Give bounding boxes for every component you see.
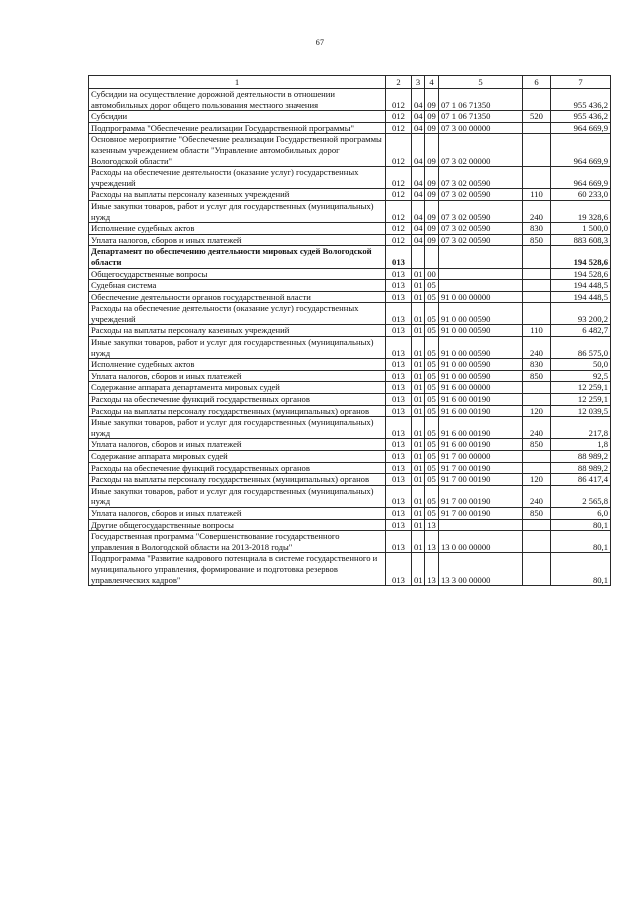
row-expense-type: 240 xyxy=(523,417,551,439)
header-cell-amount: 7 xyxy=(551,76,611,89)
row-amount: 86 575,0 xyxy=(551,337,611,359)
row-section: 04 xyxy=(412,200,425,222)
row-subsection: 09 xyxy=(425,134,439,167)
row-expense-type xyxy=(523,531,551,553)
row-ministry: 012 xyxy=(386,167,412,189)
row-name: Содержание аппарата департамента мировых судей xyxy=(89,382,386,394)
header-cell-name: 1 xyxy=(89,76,386,89)
row-ministry: 013 xyxy=(386,417,412,439)
row-expense-type: 110 xyxy=(523,325,551,337)
row-subsection: 05 xyxy=(425,485,439,507)
row-expense-type: 120 xyxy=(523,474,551,486)
row-subsection: 05 xyxy=(425,405,439,417)
row-target-article: 07 3 02 00590 xyxy=(439,167,523,189)
table-row xyxy=(89,370,611,382)
row-expense-type: 120 xyxy=(523,405,551,417)
row-target-article: 07 3 02 00590 xyxy=(439,234,523,246)
row-expense-type: 830 xyxy=(523,359,551,371)
row-amount: 86 417,4 xyxy=(551,474,611,486)
table-row xyxy=(89,89,611,111)
row-target-article: 13 0 00 00000 xyxy=(439,531,523,553)
row-subsection: 05 xyxy=(425,337,439,359)
table-row xyxy=(89,303,611,325)
row-section: 04 xyxy=(412,223,425,235)
row-target-article xyxy=(439,280,523,292)
row-expense-type: 240 xyxy=(523,200,551,222)
row-expense-type xyxy=(523,553,551,586)
row-subsection: 05 xyxy=(425,451,439,463)
row-expense-type xyxy=(523,167,551,189)
row-subsection: 05 xyxy=(425,382,439,394)
row-amount: 80,1 xyxy=(551,531,611,553)
row-expense-type xyxy=(523,451,551,463)
row-name: Иные закупки товаров, работ и услуг для государственных (муниципальных) нужд xyxy=(89,485,386,507)
row-amount: 1,8 xyxy=(551,439,611,451)
row-ministry: 012 xyxy=(386,223,412,235)
row-target-article: 91 0 00 00590 xyxy=(439,303,523,325)
table-row xyxy=(89,439,611,451)
row-subsection: 05 xyxy=(425,417,439,439)
table-row xyxy=(89,291,611,303)
row-target-article: 91 0 00 00590 xyxy=(439,370,523,382)
row-expense-type xyxy=(523,246,551,268)
row-ministry: 012 xyxy=(386,111,412,123)
row-name: Обеспечение деятельности органов государственной власти xyxy=(89,291,386,303)
row-ministry: 013 xyxy=(386,303,412,325)
row-expense-type xyxy=(523,394,551,406)
table-row xyxy=(89,280,611,292)
row-ministry: 013 xyxy=(386,246,412,268)
row-target-article: 91 0 00 00000 xyxy=(439,291,523,303)
row-subsection: 09 xyxy=(425,200,439,222)
row-name: Расходы на выплаты персоналу казенных учреждений xyxy=(89,189,386,201)
row-name: Расходы на выплаты персоналу казенных учреждений xyxy=(89,325,386,337)
row-section: 01 xyxy=(412,451,425,463)
row-name: Подпрограмма "Обеспечение реализации Государственной программы" xyxy=(89,122,386,134)
row-name: Государственная программа "Совершенствование государственного управления в Вологодской области на 2013-2018 годы" xyxy=(89,531,386,553)
row-ministry: 013 xyxy=(386,462,412,474)
row-target-article: 91 7 00 00000 xyxy=(439,451,523,463)
row-expense-type xyxy=(523,291,551,303)
row-expense-type: 520 xyxy=(523,111,551,123)
row-name: Основное мероприятие "Обеспечение реализации Государственной программы казенным учреждением области "Управление автомобильных дорог Вологодской области" xyxy=(89,134,386,167)
row-amount: 80,1 xyxy=(551,519,611,531)
table-row xyxy=(89,223,611,235)
row-amount: 1 500,0 xyxy=(551,223,611,235)
row-expense-type: 240 xyxy=(523,485,551,507)
table-row xyxy=(89,474,611,486)
row-section: 01 xyxy=(412,337,425,359)
table-row xyxy=(89,337,611,359)
row-section: 01 xyxy=(412,531,425,553)
row-name: Расходы на выплаты персоналу государственных (муниципальных) органов xyxy=(89,405,386,417)
row-amount: 60 233,0 xyxy=(551,189,611,201)
table-row xyxy=(89,405,611,417)
row-section: 01 xyxy=(412,474,425,486)
table-row xyxy=(89,122,611,134)
row-ministry: 012 xyxy=(386,89,412,111)
row-target-article: 07 3 02 00590 xyxy=(439,200,523,222)
row-section: 04 xyxy=(412,122,425,134)
table-row xyxy=(89,451,611,463)
row-amount: 6,0 xyxy=(551,507,611,519)
row-name: Департамент по обеспечению деятельности мировых судей Вологодской области xyxy=(89,246,386,268)
row-amount: 80,1 xyxy=(551,553,611,586)
table-row xyxy=(89,507,611,519)
row-subsection: 09 xyxy=(425,111,439,123)
row-section: 04 xyxy=(412,111,425,123)
row-section: 01 xyxy=(412,485,425,507)
row-subsection: 09 xyxy=(425,234,439,246)
row-ministry: 013 xyxy=(386,507,412,519)
row-ministry: 013 xyxy=(386,439,412,451)
row-section: 04 xyxy=(412,234,425,246)
row-target-article: 07 3 02 00590 xyxy=(439,223,523,235)
row-amount: 194 448,5 xyxy=(551,280,611,292)
row-target-article: 91 7 00 00190 xyxy=(439,474,523,486)
table-row xyxy=(89,553,611,586)
row-target-article: 91 6 00 00190 xyxy=(439,394,523,406)
row-amount: 217,8 xyxy=(551,417,611,439)
row-name: Расходы на обеспечение функций государственных органов xyxy=(89,394,386,406)
table-row xyxy=(89,200,611,222)
table-row xyxy=(89,462,611,474)
row-subsection: 00 xyxy=(425,268,439,280)
table-row xyxy=(89,167,611,189)
row-subsection: 09 xyxy=(425,223,439,235)
row-subsection: 05 xyxy=(425,439,439,451)
row-amount: 12 259,1 xyxy=(551,394,611,406)
row-expense-type xyxy=(523,89,551,111)
row-target-article: 91 0 00 00590 xyxy=(439,359,523,371)
row-ministry: 013 xyxy=(386,485,412,507)
row-section: 01 xyxy=(412,417,425,439)
row-ministry: 012 xyxy=(386,234,412,246)
page-number: 67 xyxy=(315,38,325,47)
row-amount: 883 608,3 xyxy=(551,234,611,246)
row-section: 01 xyxy=(412,462,425,474)
row-subsection: 13 xyxy=(425,531,439,553)
row-section: 01 xyxy=(412,507,425,519)
row-amount: 955 436,2 xyxy=(551,89,611,111)
table-row xyxy=(89,359,611,371)
row-target-article: 07 3 02 00000 xyxy=(439,134,523,167)
row-target-article xyxy=(439,246,523,268)
row-subsection: 09 xyxy=(425,122,439,134)
budget-table xyxy=(88,75,611,586)
table-row xyxy=(89,134,611,167)
row-subsection: 05 xyxy=(425,359,439,371)
row-section: 01 xyxy=(412,359,425,371)
row-target-article: 91 6 00 00190 xyxy=(439,417,523,439)
row-section: 01 xyxy=(412,280,425,292)
row-amount: 194 528,6 xyxy=(551,268,611,280)
row-section: 04 xyxy=(412,89,425,111)
row-name: Подпрограмма "Развитие кадрового потенциала в системе государственного и муниципального управления, формирование и подготовка резервов управленческих кадров" xyxy=(89,553,386,586)
table-row xyxy=(89,234,611,246)
row-target-article: 07 1 06 71350 xyxy=(439,89,523,111)
row-section: 01 xyxy=(412,439,425,451)
row-amount: 88 989,2 xyxy=(551,462,611,474)
row-subsection: 13 xyxy=(425,519,439,531)
table-row xyxy=(89,382,611,394)
row-amount: 194 528,6 xyxy=(551,246,611,268)
row-section: 01 xyxy=(412,519,425,531)
row-expense-type xyxy=(523,382,551,394)
row-subsection: 05 xyxy=(425,370,439,382)
row-name: Расходы на обеспечение деятельности (оказание услуг) государственных учреждений xyxy=(89,167,386,189)
row-name: Иные закупки товаров, работ и услуг для государственных (муниципальных) нужд xyxy=(89,337,386,359)
row-name: Расходы на обеспечение деятельности (оказание услуг) государственных учреждений xyxy=(89,303,386,325)
row-subsection: 05 xyxy=(425,303,439,325)
row-amount: 92,5 xyxy=(551,370,611,382)
table-row xyxy=(89,485,611,507)
row-target-article: 13 3 00 00000 xyxy=(439,553,523,586)
table-row xyxy=(89,394,611,406)
row-name: Общегосударственные вопросы xyxy=(89,268,386,280)
row-section xyxy=(412,246,425,268)
row-target-article: 91 0 00 00590 xyxy=(439,325,523,337)
row-target-article: 07 3 00 00000 xyxy=(439,122,523,134)
table-row xyxy=(89,325,611,337)
row-name: Исполнение судебных актов xyxy=(89,359,386,371)
row-section: 01 xyxy=(412,394,425,406)
row-amount: 50,0 xyxy=(551,359,611,371)
row-name: Иные закупки товаров, работ и услуг для государственных (муниципальных) нужд xyxy=(89,200,386,222)
row-expense-type xyxy=(523,462,551,474)
row-expense-type: 850 xyxy=(523,439,551,451)
row-ministry: 013 xyxy=(386,291,412,303)
row-section: 04 xyxy=(412,189,425,201)
table-row xyxy=(89,189,611,201)
row-target-article xyxy=(439,519,523,531)
row-section: 01 xyxy=(412,553,425,586)
row-name: Уплата налогов, сборов и иных платежей xyxy=(89,507,386,519)
row-ministry: 013 xyxy=(386,519,412,531)
header-cell-target-article: 5 xyxy=(439,76,523,89)
row-ministry: 012 xyxy=(386,134,412,167)
row-section: 01 xyxy=(412,370,425,382)
row-name: Расходы на обеспечение функций государственных органов xyxy=(89,462,386,474)
row-amount: 964 669,9 xyxy=(551,167,611,189)
row-expense-type xyxy=(523,268,551,280)
row-ministry: 013 xyxy=(386,359,412,371)
row-name: Субсидии на осуществление дорожной деятельности в отношении автомобильных дорог общего пользования местного значения xyxy=(89,89,386,111)
row-amount: 6 482,7 xyxy=(551,325,611,337)
row-ministry: 013 xyxy=(386,474,412,486)
row-expense-type xyxy=(523,303,551,325)
row-expense-type: 850 xyxy=(523,234,551,246)
row-expense-type: 850 xyxy=(523,507,551,519)
row-subsection: 05 xyxy=(425,325,439,337)
row-amount: 2 565,8 xyxy=(551,485,611,507)
row-target-article: 91 6 00 00190 xyxy=(439,439,523,451)
row-section: 01 xyxy=(412,405,425,417)
row-ministry: 013 xyxy=(386,325,412,337)
table-row xyxy=(89,111,611,123)
row-target-article xyxy=(439,268,523,280)
row-section: 04 xyxy=(412,167,425,189)
row-section: 01 xyxy=(412,382,425,394)
row-ministry: 012 xyxy=(386,200,412,222)
row-name: Судебная система xyxy=(89,280,386,292)
row-amount: 964 669,9 xyxy=(551,134,611,167)
table-row xyxy=(89,531,611,553)
row-ministry: 013 xyxy=(386,268,412,280)
row-ministry: 013 xyxy=(386,394,412,406)
row-target-article: 91 7 00 00190 xyxy=(439,485,523,507)
header-cell-ministry: 2 xyxy=(386,76,412,89)
row-subsection xyxy=(425,246,439,268)
row-expense-type: 850 xyxy=(523,370,551,382)
row-section: 01 xyxy=(412,291,425,303)
row-subsection: 05 xyxy=(425,280,439,292)
header-cell-subsection: 4 xyxy=(425,76,439,89)
row-ministry: 013 xyxy=(386,382,412,394)
row-subsection: 09 xyxy=(425,167,439,189)
row-ministry: 013 xyxy=(386,370,412,382)
header-cell-section: 3 xyxy=(412,76,425,89)
table-row xyxy=(89,268,611,280)
row-amount: 12 039,5 xyxy=(551,405,611,417)
row-subsection: 05 xyxy=(425,507,439,519)
row-amount: 93 200,2 xyxy=(551,303,611,325)
row-section: 04 xyxy=(412,134,425,167)
table-row xyxy=(89,519,611,531)
row-subsection: 05 xyxy=(425,394,439,406)
table-row xyxy=(89,417,611,439)
row-target-article: 91 6 00 00190 xyxy=(439,405,523,417)
row-section: 01 xyxy=(412,268,425,280)
row-name: Исполнение судебных актов xyxy=(89,223,386,235)
row-ministry: 013 xyxy=(386,451,412,463)
row-expense-type xyxy=(523,134,551,167)
row-name: Расходы на выплаты персоналу государственных (муниципальных) органов xyxy=(89,474,386,486)
row-section: 01 xyxy=(412,303,425,325)
header-cell-expense-type: 6 xyxy=(523,76,551,89)
row-target-article: 07 3 02 00590 xyxy=(439,189,523,201)
row-subsection: 09 xyxy=(425,189,439,201)
row-subsection: 09 xyxy=(425,89,439,111)
row-amount: 19 328,6 xyxy=(551,200,611,222)
row-ministry: 013 xyxy=(386,553,412,586)
row-name: Содержание аппарата мировых судей xyxy=(89,451,386,463)
row-ministry: 013 xyxy=(386,405,412,417)
row-ministry: 012 xyxy=(386,189,412,201)
row-expense-type xyxy=(523,519,551,531)
row-ministry: 013 xyxy=(386,280,412,292)
row-target-article: 07 1 06 71350 xyxy=(439,111,523,123)
row-amount: 964 669,9 xyxy=(551,122,611,134)
row-subsection: 05 xyxy=(425,474,439,486)
row-ministry: 012 xyxy=(386,122,412,134)
row-target-article: 91 7 00 00190 xyxy=(439,462,523,474)
row-target-article: 91 6 00 00000 xyxy=(439,382,523,394)
row-ministry: 013 xyxy=(386,531,412,553)
table-row-department xyxy=(89,246,611,268)
row-expense-type: 240 xyxy=(523,337,551,359)
row-name: Иные закупки товаров, работ и услуг для государственных (муниципальных) нужд xyxy=(89,417,386,439)
row-name: Другие общегосударственные вопросы xyxy=(89,519,386,531)
row-expense-type: 830 xyxy=(523,223,551,235)
row-subsection: 05 xyxy=(425,291,439,303)
row-expense-type: 110 xyxy=(523,189,551,201)
row-name: Уплата налогов, сборов и иных платежей xyxy=(89,234,386,246)
row-name: Уплата налогов, сборов и иных платежей xyxy=(89,370,386,382)
row-amount: 194 448,5 xyxy=(551,291,611,303)
row-amount: 955 436,2 xyxy=(551,111,611,123)
row-subsection: 13 xyxy=(425,553,439,586)
row-name: Субсидии xyxy=(89,111,386,123)
row-subsection: 05 xyxy=(425,462,439,474)
row-amount: 12 259,1 xyxy=(551,382,611,394)
row-section: 01 xyxy=(412,325,425,337)
row-name: Уплата налогов, сборов и иных платежей xyxy=(89,439,386,451)
row-amount: 88 989,2 xyxy=(551,451,611,463)
table-header-row xyxy=(89,76,611,89)
row-target-article: 91 0 00 00590 xyxy=(439,337,523,359)
row-target-article: 91 7 00 00190 xyxy=(439,507,523,519)
row-expense-type xyxy=(523,280,551,292)
row-expense-type xyxy=(523,122,551,134)
row-ministry: 013 xyxy=(386,337,412,359)
